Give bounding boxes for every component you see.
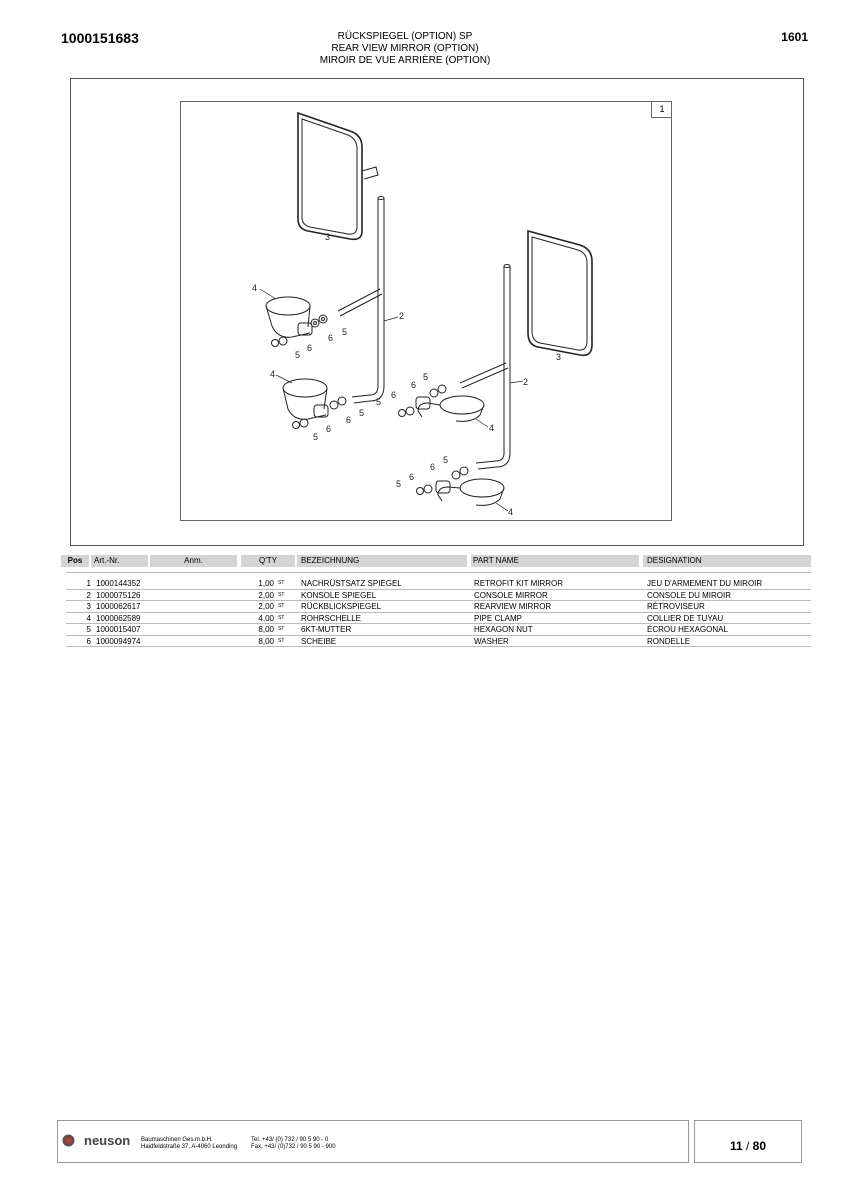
cell-part: REARVIEW MIRROR — [474, 602, 552, 611]
title-english: REAR VIEW MIRROR (OPTION) — [331, 43, 479, 54]
cell-pos: 4 — [86, 613, 91, 623]
cell-pos: 2 — [86, 590, 91, 600]
cell-art: 1000062617 — [96, 602, 141, 611]
callout-washer-1: 6 — [328, 333, 334, 343]
cell-art: 1000062589 — [96, 613, 141, 623]
cell-part: PIPE CLAMP — [474, 613, 523, 623]
cell-qty: 1,00 — [258, 579, 274, 588]
clamp-mid-right — [376, 372, 494, 433]
cell-des: JEU D'ARMEMENT DU MIROIR — [647, 579, 763, 588]
page-title-block — [270, 31, 540, 67]
cell-unit: ST — [278, 603, 285, 609]
callout-mirror-right: 3 — [556, 352, 562, 362]
table-row — [61, 636, 811, 647]
cell-pos: 6 — [86, 636, 91, 646]
cell-qty: 2,00 — [258, 602, 274, 611]
callout-nut-8: 5 — [396, 479, 402, 489]
table-row — [61, 624, 811, 635]
cell-part: WASHER — [474, 636, 509, 646]
company-address — [141, 1137, 237, 1151]
cell-art: 1000015407 — [96, 625, 141, 634]
neuson-logo-icon — [62, 1134, 75, 1147]
page-number — [694, 1139, 802, 1153]
title-german: RÜCKSPIEGEL (OPTION) SP — [337, 31, 473, 42]
callout-nut-2: 5 — [295, 350, 301, 360]
callout-nut-1: 5 — [342, 327, 348, 337]
company-line-2: Haidfeldstraße 37, A-4060 Leonding — [141, 1144, 238, 1150]
cell-pos: 3 — [86, 602, 91, 611]
table-row — [61, 578, 811, 589]
callout-washer-3: 6 — [346, 415, 352, 425]
parts-table-header — [61, 555, 811, 567]
callout-console-left: 2 — [399, 311, 405, 321]
exploded-parts-drawing — [180, 101, 672, 521]
callout-washer-4: 6 — [326, 424, 332, 434]
company-line-1: Baumaschinen Ges.m.b.H. — [141, 1137, 213, 1143]
cell-unit: ST — [278, 591, 285, 598]
callout-clamp-2: 4 — [270, 369, 276, 379]
callout-nut-3: 5 — [359, 408, 365, 418]
cell-art: 1000075126 — [96, 590, 141, 600]
clamp-upper-left — [252, 283, 312, 337]
cell-bez: 6KT-MUTTER — [301, 625, 352, 634]
row-rule — [66, 646, 811, 647]
cell-des: RONDELLE — [647, 636, 691, 646]
cell-qty: 8,00 — [258, 625, 274, 634]
title-french: MIROIR DE VUE ARRIÈRE (OPTION) — [319, 55, 491, 66]
page-code: 1601 — [781, 30, 808, 44]
callout-washer-5: 6 — [411, 380, 417, 390]
hardware-upper — [272, 315, 348, 360]
cell-unit: ST — [278, 580, 285, 586]
header-part-name: PART NAME — [471, 555, 639, 567]
cell-qty: 4,00 — [258, 613, 274, 623]
page-separator: / — [742, 1139, 753, 1153]
header-art-nr: Art.-Nr. — [91, 555, 148, 567]
console-right — [460, 265, 528, 470]
table-row — [61, 590, 811, 601]
clamp-lower-right — [396, 455, 513, 517]
callout-washer-8: 6 — [409, 472, 415, 482]
cell-qty: 2,00 — [258, 590, 274, 600]
callout-clamp-3: 4 — [489, 423, 495, 433]
cell-art: 1000144352 — [96, 579, 141, 588]
header-designation: DESIGNATION — [643, 555, 811, 567]
cell-art: 1000094974 — [96, 636, 141, 646]
callout-mirror-left: 3 — [325, 232, 331, 242]
callout-nut-4: 5 — [313, 432, 319, 442]
callout-console-right: 2 — [523, 377, 529, 387]
cell-part: HEXAGON NUT — [474, 625, 533, 634]
cell-unit: ST — [278, 626, 285, 632]
cell-des: CONSOLE DU MIROIR — [647, 590, 732, 600]
cell-bez: SCHEIBE — [301, 636, 337, 646]
document-number: 1000151683 — [61, 30, 139, 46]
header-anm: Anm. — [150, 555, 237, 567]
table-row — [61, 613, 811, 624]
cell-unit: ST — [278, 637, 285, 644]
cell-qty: 8,00 — [258, 636, 274, 646]
sheet-tag: 1 — [651, 101, 672, 118]
company-contact — [251, 1137, 336, 1151]
cell-part: RETROFIT KIT MIRROR — [474, 579, 564, 588]
cell-unit: ST — [278, 614, 285, 621]
callout-washer-2: 6 — [307, 343, 313, 353]
cell-bez: KONSOLE SPIEGEL — [301, 590, 377, 600]
console-left — [338, 197, 404, 404]
cell-bez: RÜCKBLICKSPIEGEL — [301, 602, 382, 611]
fax-number: Fax. +43/ (0)732 / 90 5 90 - 900 — [251, 1144, 336, 1150]
header-bezeichnung: BEZEICHNUNG — [297, 555, 467, 567]
cell-des: COLLIER DE TUYAU — [647, 613, 724, 623]
callout-clamp-4: 4 — [508, 507, 514, 517]
header-pos: Pos — [61, 555, 89, 567]
cell-bez: NACHRÜSTSATZ SPIEGEL — [301, 579, 402, 588]
cell-bez: ROHRSCHELLE — [301, 613, 362, 623]
cell-pos: 5 — [86, 625, 91, 634]
callout-nut-6: 5 — [376, 397, 382, 407]
phone-number: Tel. +43/ (0) 732 / 90 5 90 - 0 — [251, 1137, 329, 1143]
header-qty: Q'TY — [241, 555, 295, 567]
cell-des: RÉTROVISEUR — [647, 602, 705, 611]
cell-pos: 1 — [86, 579, 91, 588]
callout-washer-6: 6 — [391, 390, 397, 400]
brand-name: neuson — [84, 1133, 131, 1148]
table-top-rule — [66, 572, 811, 573]
page-total: 80 — [752, 1139, 767, 1153]
cell-part: CONSOLE MIRROR — [474, 590, 548, 600]
callout-nut-5: 5 — [423, 372, 429, 382]
callout-washer-7: 6 — [430, 462, 436, 472]
callout-nut-7: 5 — [443, 455, 449, 465]
mirror-right — [528, 231, 592, 362]
clamp-lower-left — [270, 369, 364, 442]
callout-clamp-1: 4 — [252, 283, 258, 293]
page-current: 11 — [729, 1139, 743, 1153]
table-row — [61, 601, 811, 612]
cell-des: ÉCROU HEXAGONAL — [647, 625, 728, 634]
mirror-left — [298, 113, 378, 242]
